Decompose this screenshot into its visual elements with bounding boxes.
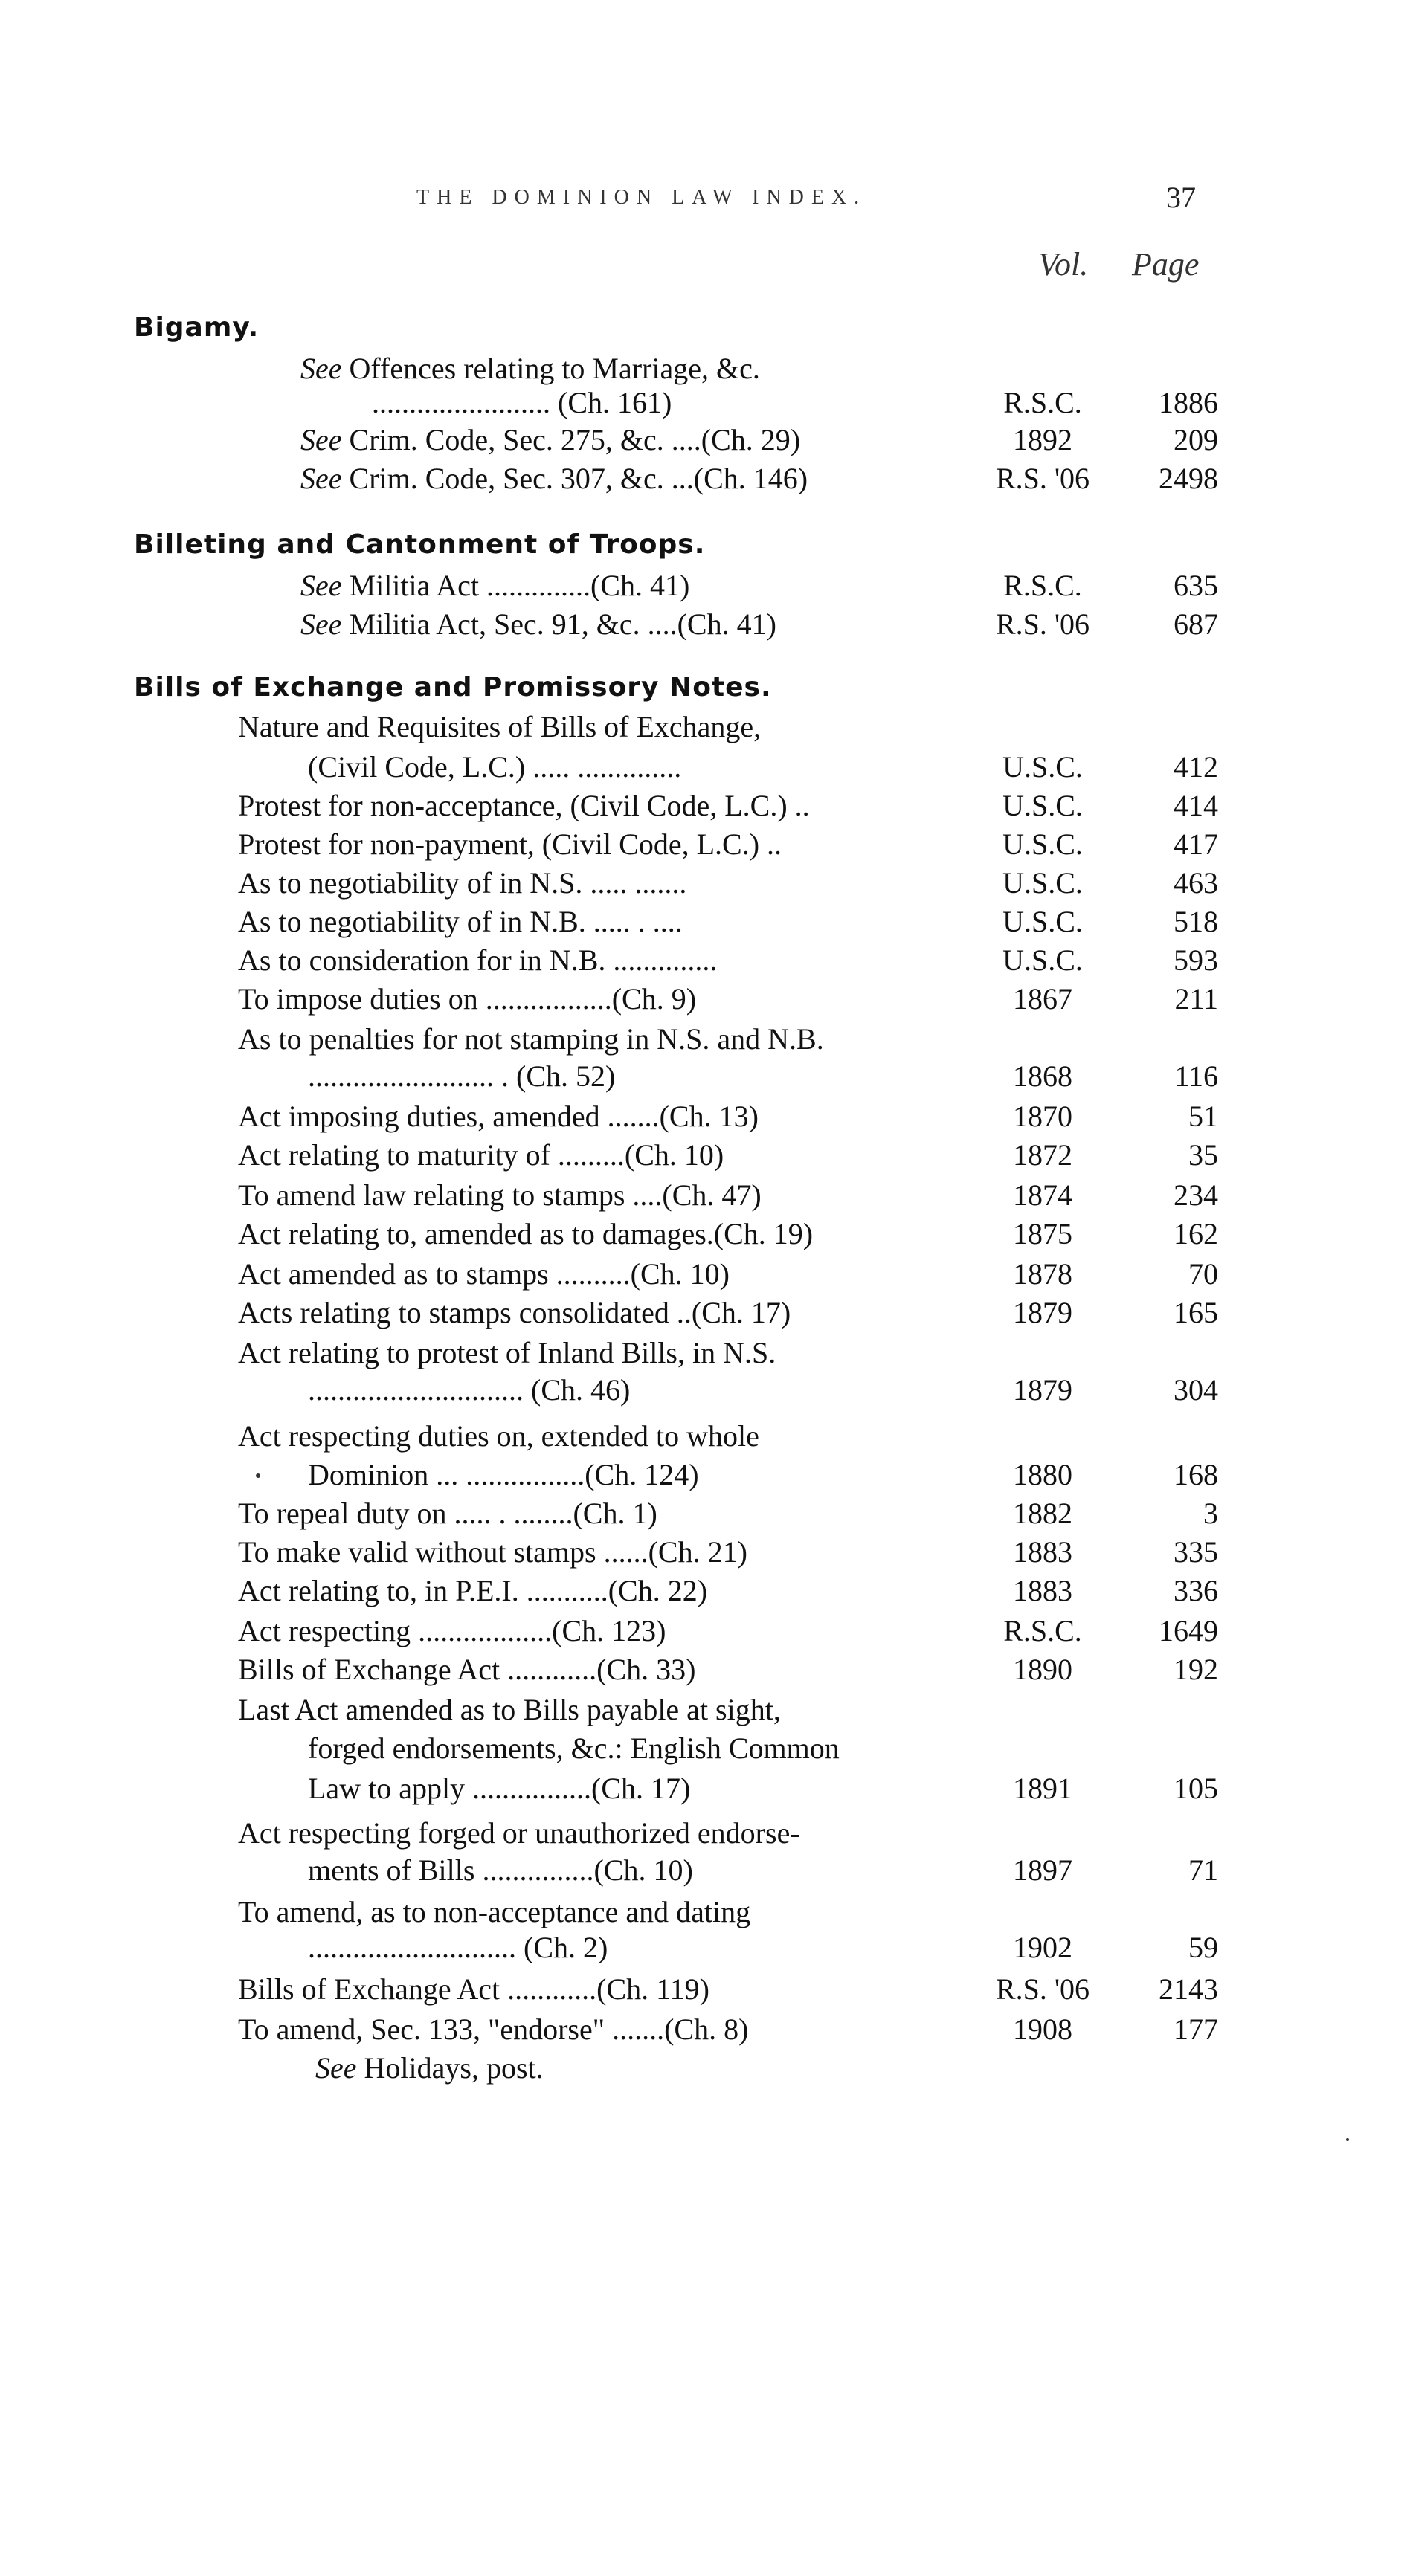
entry-volume: U.S.C. xyxy=(1002,943,1083,977)
entry-row xyxy=(0,1134,1413,1176)
entry-page: 2498 xyxy=(1159,462,1218,495)
entry-volume: 1908 xyxy=(1013,2012,1072,2046)
entry-volume: 1868 xyxy=(1013,1059,1072,1093)
entry-page: 1886 xyxy=(1159,386,1218,419)
entry-page: 335 xyxy=(1174,1535,1218,1569)
entry-text: Act relating to, amended as to damages.(Ch. 19) xyxy=(238,1217,814,1250)
entry-page: 417 xyxy=(1174,827,1218,861)
heading-bigamy: Bigamy. xyxy=(134,312,260,343)
see-label: See xyxy=(300,423,342,456)
entry-volume: R.S.C. xyxy=(1003,386,1082,419)
entry-row xyxy=(0,901,1413,943)
entry-volume: 1892 xyxy=(1013,423,1072,456)
entry-row xyxy=(0,824,1413,865)
entry-volume: 1890 xyxy=(1013,1653,1072,1686)
entry-text: As to consideration for in N.B. .............. xyxy=(238,943,718,977)
entry-page: 2143 xyxy=(1159,1972,1218,2006)
entry-row xyxy=(0,1019,1413,1060)
entry-row xyxy=(0,978,1413,1020)
entry-text: ments of Bills ...............(Ch. 10) xyxy=(308,1853,693,1887)
entry-text: Acts relating to stamps consolidated ..(Ch. 17) xyxy=(238,1296,791,1329)
entry-volume: 1891 xyxy=(1013,1772,1072,1805)
entry-text: Act respecting ..................(Ch. 123) xyxy=(238,1614,666,1647)
entry-row xyxy=(0,940,1413,981)
entry-page: 336 xyxy=(1174,1574,1218,1607)
entry-text: Act relating to maturity of .........(Ch. 10) xyxy=(238,1138,724,1172)
bullet-speck xyxy=(256,1473,260,1478)
entry-row xyxy=(0,1213,1413,1255)
entry-volume: U.S.C. xyxy=(1002,789,1083,822)
heading-bills-of-exchange: Bills of Exchange and Promissory Notes. xyxy=(134,672,772,703)
entry-row xyxy=(0,1768,1413,1810)
entry-page: 234 xyxy=(1174,1178,1218,1212)
entry-row xyxy=(0,604,1413,645)
entry-page: 1649 xyxy=(1159,1614,1218,1647)
entry-volume: U.S.C. xyxy=(1002,905,1083,938)
entry-volume: U.S.C. xyxy=(1002,750,1083,784)
entry-text: Protest for non-payment, (Civil Code, L.C.) .. xyxy=(238,827,782,861)
entry-text: Protest for non-acceptance, (Civil Code, L.C.) .. xyxy=(238,789,810,822)
entry-page: 463 xyxy=(1174,866,1218,900)
page-number: 37 xyxy=(1166,181,1196,214)
entry-page: 412 xyxy=(1174,750,1218,784)
entry-text: Offences relating to Marriage, &c. xyxy=(349,352,760,385)
entry-text: Crim. Code, Sec. 307, &c. ...(Ch. 146) xyxy=(349,462,808,495)
entry-row xyxy=(0,2009,1413,2050)
entry-text: Holidays, post. xyxy=(364,2051,544,2085)
entry-text: ........................ (Ch. 161) xyxy=(372,386,672,419)
entry-volume: 1867 xyxy=(1013,982,1072,1016)
entry-volume: 1883 xyxy=(1013,1574,1072,1607)
entry-page: 165 xyxy=(1174,1296,1218,1329)
entry-row xyxy=(0,2047,1413,2089)
entry-text: To impose duties on .................(Ch. 9) xyxy=(238,982,697,1016)
entry-row xyxy=(0,1175,1413,1216)
entry-text: To amend, as to non-acceptance and dating xyxy=(238,1895,751,1928)
see-label: See xyxy=(315,2051,357,2085)
entry-row xyxy=(0,1728,1413,1769)
entry-page: 70 xyxy=(1188,1257,1218,1291)
entry-row xyxy=(0,382,1413,424)
entry-text: Act respecting duties on, extended to whole xyxy=(238,1419,759,1453)
entry-row xyxy=(0,1927,1413,1969)
entry-row xyxy=(0,1649,1413,1691)
entry-text: Law to apply ................(Ch. 17) xyxy=(308,1772,691,1805)
entry-volume: 1875 xyxy=(1013,1217,1072,1250)
entry-row xyxy=(0,1812,1413,1854)
entry-text: Act relating to protest of Inland Bills, in N.S. xyxy=(238,1336,776,1369)
see-label: See xyxy=(300,352,342,385)
entry-volume: U.S.C. xyxy=(1002,827,1083,861)
running-head: THE DOMINION LAW INDEX. xyxy=(416,186,867,209)
entry-page: 162 xyxy=(1174,1217,1218,1250)
see-label: See xyxy=(300,462,342,495)
entry-row xyxy=(0,1570,1413,1612)
entry-text: forged endorsements, &c.: English Common xyxy=(308,1731,840,1765)
entry-row xyxy=(0,1056,1413,1097)
entry-volume: U.S.C. xyxy=(1002,866,1083,900)
entry-text: Act respecting forged or unauthorized endorse- xyxy=(238,1816,800,1850)
entry-text: Dominion ... ................(Ch. 124) xyxy=(308,1458,699,1491)
entry-row xyxy=(0,1531,1413,1573)
entry-page: 687 xyxy=(1174,607,1218,641)
heading-billeting: Billeting and Cantonment of Troops. xyxy=(134,529,706,560)
margin-speck xyxy=(1346,2138,1349,2141)
entry-row xyxy=(0,1969,1413,2010)
entry-volume: R.S. '06 xyxy=(995,1972,1090,2006)
entry-volume: 1883 xyxy=(1013,1535,1072,1569)
entry-row xyxy=(0,1689,1413,1731)
entry-page: 51 xyxy=(1188,1100,1218,1133)
entry-page: 116 xyxy=(1174,1059,1218,1093)
entry-text: Militia Act, Sec. 91, &c. ....(Ch. 41) xyxy=(349,607,776,641)
entry-text: Last Act amended as to Bills payable at sight, xyxy=(238,1693,781,1726)
entry-text: To amend, Sec. 133, "endorse" .......(Ch. 8) xyxy=(238,2012,749,2046)
entry-text: Act relating to, in P.E.I. ...........(Ch. 22) xyxy=(238,1574,708,1607)
entry-text: ............................ (Ch. 2) xyxy=(308,1931,608,1964)
see-label: See xyxy=(300,569,342,602)
entry-text: ............................. (Ch. 46) xyxy=(308,1373,631,1407)
entry-text: Bills of Exchange Act ............(Ch. 33) xyxy=(238,1653,696,1686)
entry-page: 635 xyxy=(1174,569,1218,602)
entry-text: (Civil Code, L.C.) ..... .............. xyxy=(308,750,682,784)
entry-row xyxy=(0,1610,1413,1652)
entry-page: 71 xyxy=(1188,1853,1218,1887)
entry-volume: 1872 xyxy=(1013,1138,1072,1172)
entry-row xyxy=(0,419,1413,461)
entry-volume: 1882 xyxy=(1013,1497,1072,1530)
entry-text: Act amended as to stamps ..........(Ch. 10) xyxy=(238,1257,730,1291)
entry-page: 209 xyxy=(1174,423,1218,456)
entry-text: Bills of Exchange Act ............(Ch. 119) xyxy=(238,1972,709,2006)
entry-page: 192 xyxy=(1174,1653,1218,1686)
entry-page: 518 xyxy=(1174,905,1218,938)
entry-text: To repeal duty on ..... . ........(Ch. 1) xyxy=(238,1497,657,1530)
entry-page: 211 xyxy=(1174,982,1218,1016)
entry-volume: R.S.C. xyxy=(1003,569,1082,602)
entry-row xyxy=(0,1493,1413,1534)
entry-row xyxy=(0,746,1413,788)
entry-row xyxy=(0,565,1413,607)
entry-row xyxy=(0,1332,1413,1374)
entry-text: Nature and Requisites of Bills of Exchange, xyxy=(238,710,762,743)
entry-text: Militia Act ..............(Ch. 41) xyxy=(349,569,690,602)
entry-page: 414 xyxy=(1174,789,1218,822)
entry-row xyxy=(0,785,1413,827)
entry-volume: 1879 xyxy=(1013,1296,1072,1329)
see-label: See xyxy=(300,607,342,641)
volume-column-label: Vol. xyxy=(1038,246,1089,283)
entry-volume: R.S.C. xyxy=(1003,1614,1082,1647)
entry-page: 304 xyxy=(1174,1373,1218,1407)
entry-row xyxy=(0,1369,1413,1411)
entry-page: 105 xyxy=(1174,1772,1218,1805)
entry-volume: 1880 xyxy=(1013,1458,1072,1491)
entry-row xyxy=(0,1253,1413,1295)
entry-row xyxy=(0,1850,1413,1891)
entry-volume: 1878 xyxy=(1013,1257,1072,1291)
entry-volume: 1870 xyxy=(1013,1100,1072,1133)
entry-page: 59 xyxy=(1188,1931,1218,1964)
entry-text: Act imposing duties, amended .......(Ch. 13) xyxy=(238,1100,759,1133)
entry-volume: 1874 xyxy=(1013,1178,1072,1212)
entry-row xyxy=(0,862,1413,904)
entry-page: 593 xyxy=(1174,943,1218,977)
entry-volume: 1902 xyxy=(1013,1931,1072,1964)
entry-volume: 1879 xyxy=(1013,1373,1072,1407)
entry-row xyxy=(0,706,1413,748)
entry-text: As to negotiability of in N.B. ..... . .... xyxy=(238,905,683,938)
entry-page: 177 xyxy=(1174,2012,1218,2046)
page-column-label: Page xyxy=(1132,246,1200,283)
entry-text: ......................... . (Ch. 52) xyxy=(308,1059,616,1093)
entry-text: To make valid without stamps ......(Ch. 21) xyxy=(238,1535,747,1569)
entry-row xyxy=(0,1292,1413,1334)
entry-text: Crim. Code, Sec. 275, &c. ....(Ch. 29) xyxy=(349,423,801,456)
entry-row xyxy=(0,1096,1413,1137)
entry-page: 3 xyxy=(1203,1497,1218,1530)
entry-row xyxy=(0,1415,1413,1457)
entry-row xyxy=(0,458,1413,500)
entry-page: 168 xyxy=(1174,1458,1218,1491)
entry-volume: R.S. '06 xyxy=(995,462,1090,495)
entry-text: To amend law relating to stamps ....(Ch. 47) xyxy=(238,1178,762,1212)
entry-page: 35 xyxy=(1188,1138,1218,1172)
entry-row xyxy=(0,1454,1413,1496)
entry-volume: 1897 xyxy=(1013,1853,1072,1887)
entry-volume: R.S. '06 xyxy=(995,607,1090,641)
entry-text: As to penalties for not stamping in N.S. and N.B. xyxy=(238,1022,824,1056)
entry-text: As to negotiability of in N.S. ..... ....... xyxy=(238,866,687,900)
